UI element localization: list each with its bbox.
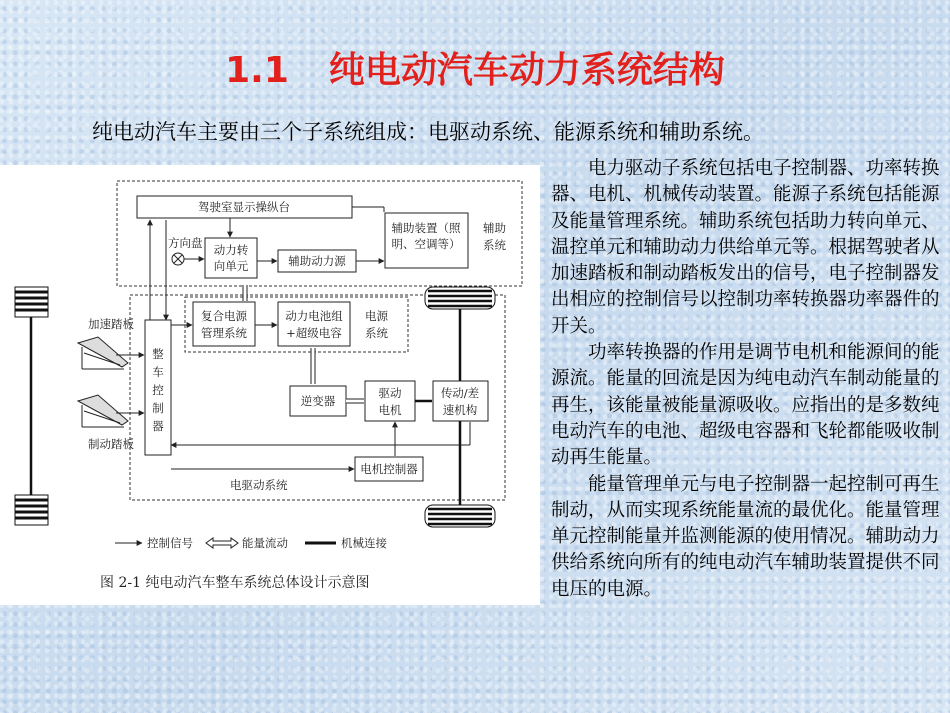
power-steer-label-2: 向单元 — [213, 259, 249, 273]
vc-char-1: 整 — [152, 347, 164, 361]
system-diagram — [0, 165, 540, 605]
aux-device-label-2: 明、空调等） — [391, 237, 461, 251]
steering-wheel-label: 方向盘 — [168, 236, 203, 250]
hybrid-mgmt-label-1: 复合电源 — [201, 309, 247, 323]
aux-system-label-1: 辅助 — [483, 221, 506, 235]
aux-system-label-2: 系统 — [483, 238, 506, 252]
drive-system-label: 电驱动系统 — [230, 478, 288, 492]
section-number: 1.1 — [225, 50, 289, 91]
paragraph-energy-management: 能量管理单元与电子控制器一起控制可再生制动，从而实现系统能量流的最优化。能量管理单元控制能量并监测能源的使用情况。辅助动力供给系统向所有的纯电动汽车辅助装置提供不同电压的电源。 — [551, 473, 940, 600]
legend-control-signal-label: 控制信号 — [147, 536, 193, 550]
accel-pedal-label: 加速踏板 — [88, 317, 134, 331]
cockpit-label: 驾驶室显示操纵台 — [198, 200, 290, 214]
vc-char-4: 制 — [152, 401, 164, 415]
legend-energy-flow-label: 能量流动 — [242, 536, 288, 550]
wheel-left-bottom — [15, 495, 48, 525]
legend-mechanical-link-label: 机械连接 — [341, 536, 387, 550]
system-diagram-figure — [0, 165, 540, 605]
accel-pedal-icon — [78, 337, 128, 369]
legend — [115, 536, 387, 550]
body-text — [551, 156, 941, 603]
brake-pedal-icon — [78, 395, 128, 427]
vc-char-3: 控 — [152, 383, 164, 397]
paragraph-drive-system: 电力驱动子系统包括电子控制器、功率转换器、电机、机械传动装置。能源子系统包括能源及能量管理系统。辅助系统包括助力转向单元、温控单元和辅助动力供给单元等。根据驾驶者从加速踏板和制动踏板发出的信号，电子控制器发出相应的控制信号以控制功率转换器功率器件的开关。 — [551, 158, 940, 337]
motor-label-1: 驱动 — [378, 386, 402, 400]
motor-controller-label: 电机控制器 — [360, 462, 418, 476]
battery-label-1: 动力电池组 — [285, 309, 343, 323]
transmission-label-2: 速机构 — [442, 403, 478, 417]
motor-label-2: 电机 — [378, 403, 402, 417]
wheel-left-top — [15, 287, 48, 317]
brake-pedal-label: 制动踏板 — [88, 437, 134, 451]
slide-title — [0, 42, 950, 93]
energy-system-label-2: 系统 — [365, 326, 388, 340]
figure-caption: 图 2-1 纯电动汽车整车系统总体设计示意图 — [100, 575, 370, 591]
vc-char-2: 车 — [152, 365, 164, 379]
transmission-label-1: 传动/差 — [440, 386, 480, 400]
aux-device-label-1: 辅助装置（照 — [391, 221, 461, 235]
slide-subtitle: 纯电动汽车主要由三个子系统组成：电驱动系统、能源系统和辅助系统。 — [92, 120, 764, 144]
energy-system-label-1: 电源 — [365, 309, 388, 323]
title-text: 纯电动汽车动力系统结构 — [328, 50, 725, 91]
legend-energy-flow-icon — [206, 538, 238, 548]
paragraph-power-converter: 功率转换器的作用是调节电机和能源间的能源流。能量的回流是因为纯电动汽车制动能量的再生，该能量被能量源吸收。应指出的是多数纯电动汽车的电池、超级电容器和飞轮都能吸收制动再生能量。 — [551, 342, 940, 469]
inverter-label: 逆变器 — [300, 394, 336, 408]
battery-label-2: +超级电容 — [286, 326, 342, 340]
power-steer-label-1: 动力转 — [213, 243, 249, 257]
hybrid-mgmt-label-2: 管理系统 — [201, 326, 247, 340]
wheel-right-bottom — [425, 505, 495, 527]
vc-char-5: 器 — [152, 419, 164, 433]
aux-power-label: 辅助动力源 — [288, 254, 346, 268]
wheel-right-top — [425, 287, 495, 309]
